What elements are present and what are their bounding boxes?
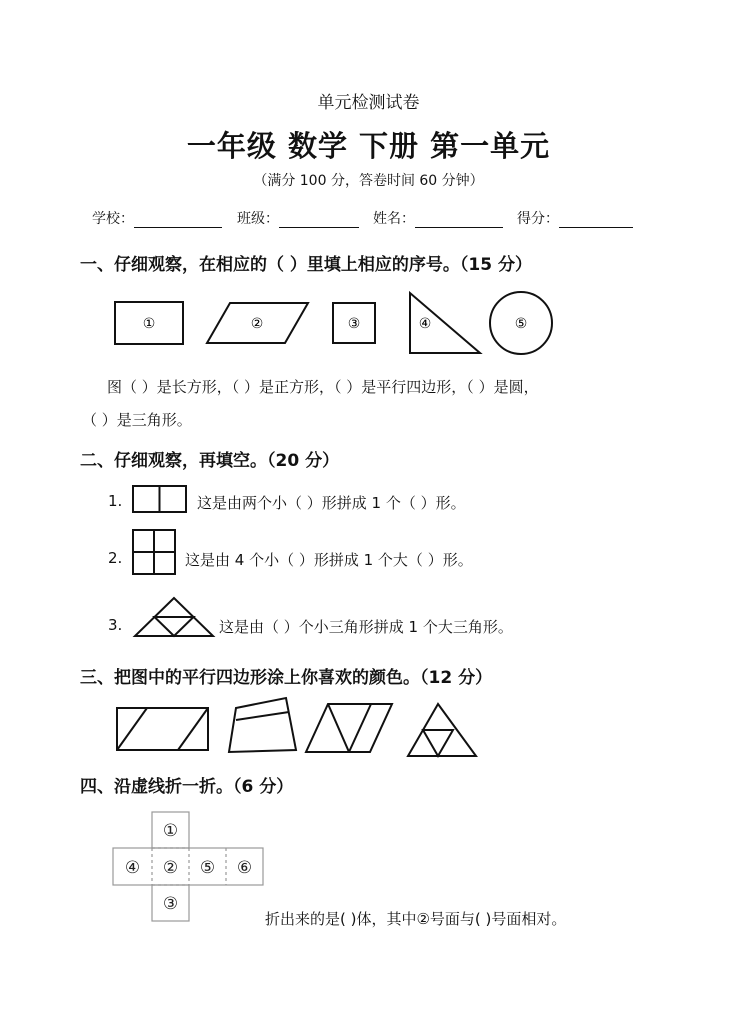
- triangle-label: ④: [418, 316, 432, 332]
- section2-heading: 二、仔细观察，再填空。（20 分）: [80, 451, 340, 471]
- section1-heading: 一、仔细观察，在相应的（ ）里填上相应的序号。（15 分）: [80, 255, 532, 275]
- face-label-4: ④: [124, 858, 141, 878]
- section1-answer-line2: （ ）是三角形。: [82, 411, 192, 429]
- q3-number: 3.: [108, 616, 123, 634]
- circle-label: ⑤: [514, 316, 528, 332]
- rectangle-label: ①: [142, 316, 156, 332]
- section4-question: 折出来的是( )体，其中②号面与( )号面相对。: [265, 910, 567, 928]
- q1-text: 这是由两个小（ ）形拼成 1 个（ ）形。: [197, 494, 466, 512]
- score-label: 得分：: [517, 211, 559, 227]
- school-label: 学校：: [92, 211, 134, 227]
- section4-heading: 四、沿虚线折一折。（6 分）: [80, 777, 294, 797]
- face-label-2: ②: [162, 858, 179, 878]
- q2-text: 这是由 4 个小（ ）形拼成 1 个大（ ）形。: [185, 551, 473, 569]
- q2-number: 2.: [108, 549, 123, 567]
- class-label: 班级：: [237, 211, 279, 227]
- q3-text: 这是由（ ）个小三角形拼成 1 个大三角形。: [219, 618, 513, 636]
- face-label-5: ⑤: [199, 858, 216, 878]
- face-label-6: ⑥: [236, 858, 253, 878]
- parallelogram-label: ②: [250, 316, 264, 332]
- q1-number: 1.: [108, 492, 123, 510]
- section3-heading: 三、把图中的平行四边形涂上你喜欢的颜色。（12 分）: [80, 668, 493, 688]
- name-label: 姓名：: [373, 211, 415, 227]
- face-label-3: ③: [162, 894, 179, 914]
- face-label-1: ①: [162, 821, 179, 841]
- square-label: ③: [347, 316, 361, 332]
- exam-subtitle: 单元检测试卷: [317, 93, 420, 113]
- exam-title: 一年级 数学 下册 第一单元: [186, 129, 551, 163]
- section1-answer-line1: 图（ ）是长方形，（ ）是正方形，（ ）是平行四边形，（ ）是圆，: [107, 378, 539, 396]
- exam-note: （满分 100 分，答卷时间 60 分钟）: [253, 173, 484, 189]
